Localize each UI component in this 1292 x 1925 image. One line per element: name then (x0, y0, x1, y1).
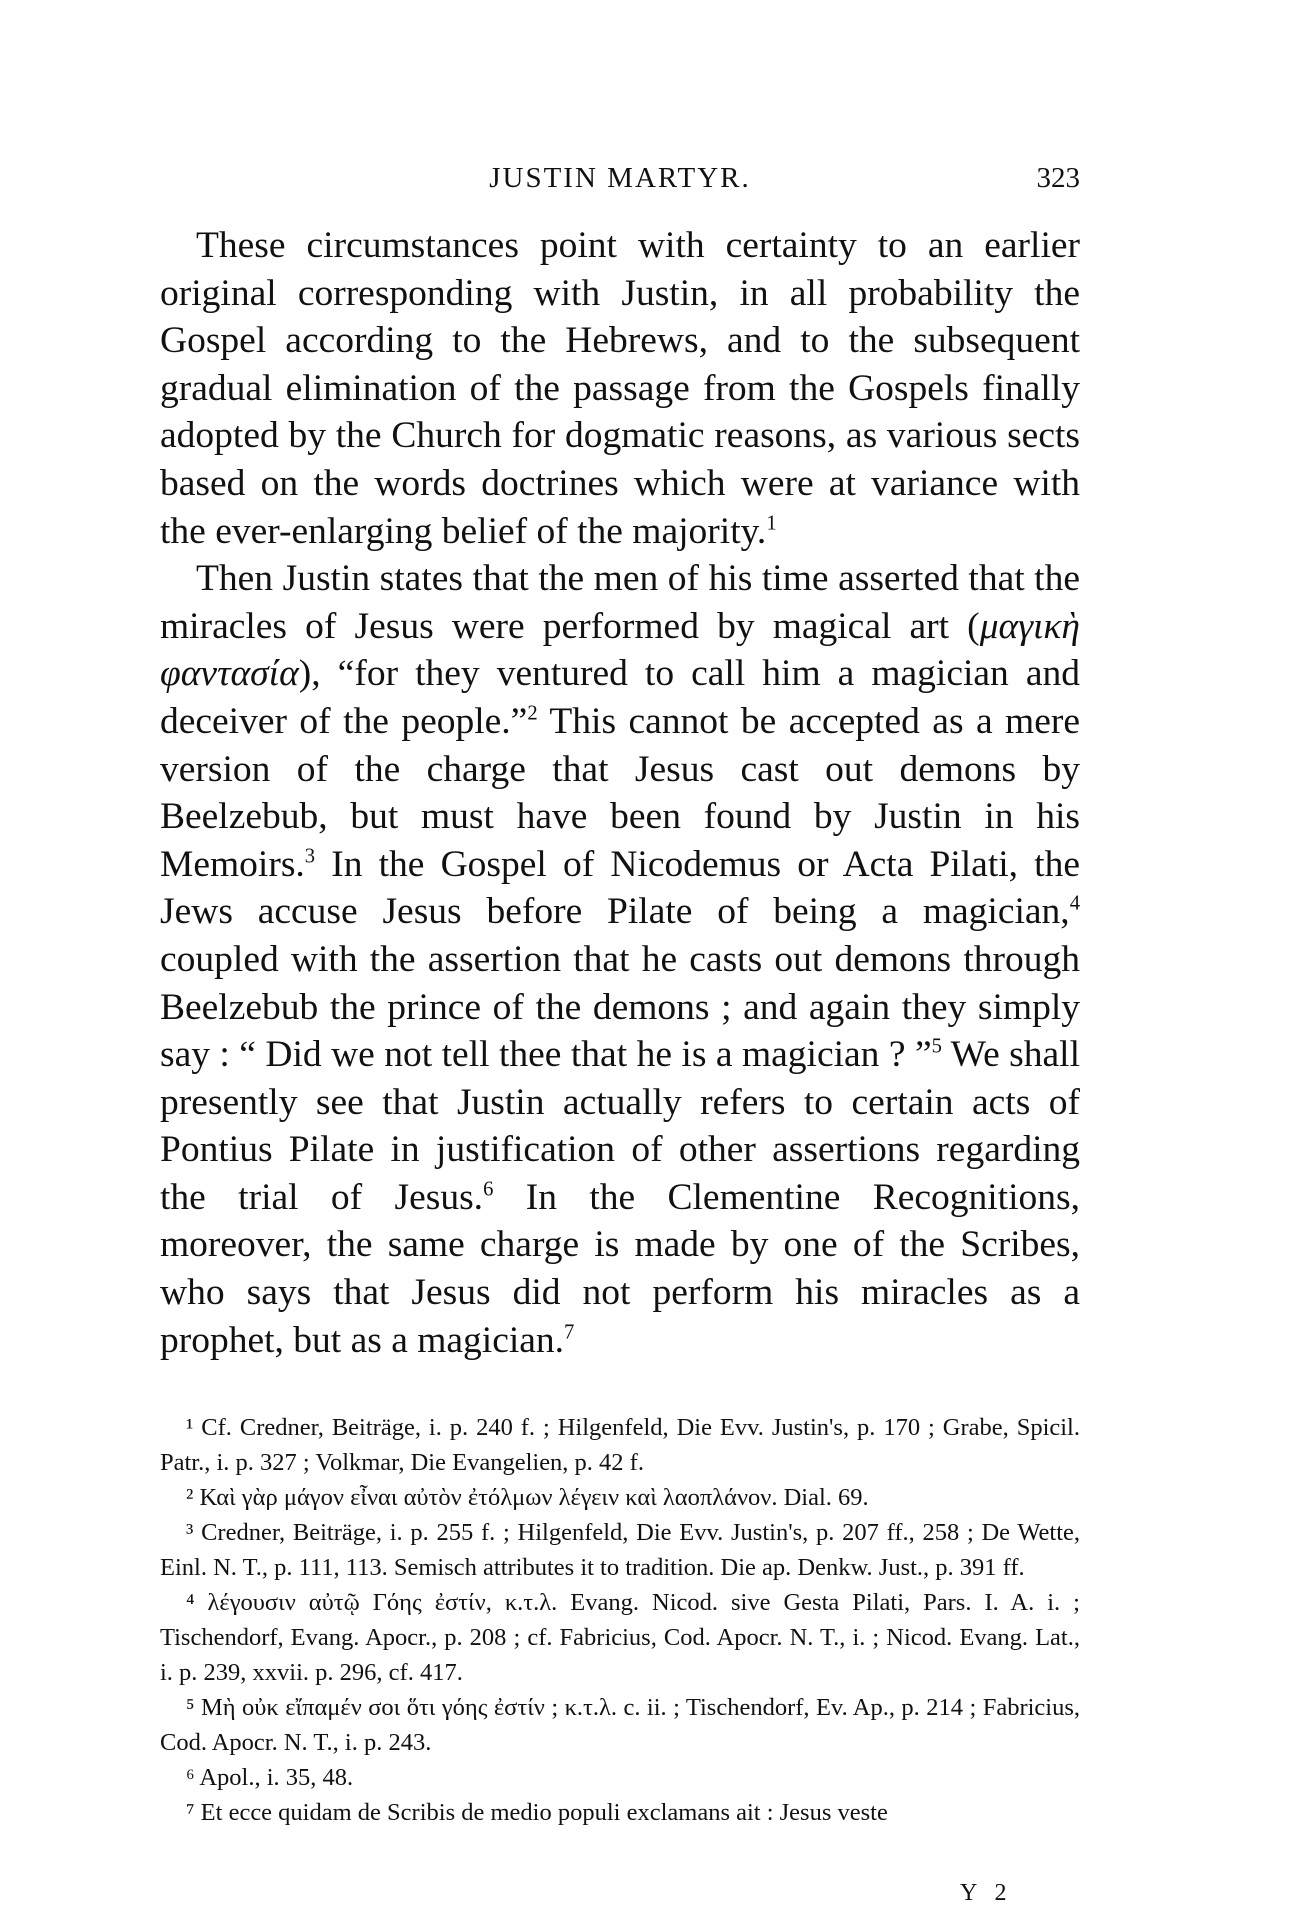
footnote-ref-2: 2 (527, 702, 538, 725)
main-text (160, 222, 1080, 1364)
greek-phrase: μαγικὴ φαντασία (160, 605, 1080, 695)
footnote-ref-5: 5 (931, 1035, 942, 1058)
paragraph-1-text: These circumstances point with certainty to an earlier original corresponding with Justin, in all probability the Gospel according to the Hebrews, and to the subsequent gradual elimination of the passage from the Gospels finally adopted by the Church for dogmatic reasons, as various sects based on the words doctrines which were at variance with the ever-enlarging belief of the majority. (160, 225, 1080, 552)
footnote-ref-6: 6 (483, 1178, 494, 1201)
footnote-ref-7: 7 (564, 1321, 575, 1344)
paragraph-1 (160, 222, 1080, 555)
footnote-1: ¹ Cf. Credner, Beiträge, i. p. 240 f. ; Hilgenfeld, Die Evv. Justin's, p. 170 ; Grabe, Spicil. Patr., i. p. 327 ; Volkmar, Die Evangelien, p. 42 f. (160, 1414, 1080, 1476)
page-header (160, 162, 1080, 202)
signature-mark: Y 2 (960, 1880, 1013, 1906)
running-head: JUSTIN MARTYR. (489, 162, 751, 194)
footnotes (160, 1410, 1080, 1830)
footnote-4: ⁴ λέγουσιν αὐτῷ Γόης ἐστίν, κ.τ.λ. Evang. Nicod. sive Gesta Pilati, Pars. I. A. i. ; Tischendorf, Evang. Apocr., p. 208 ; cf. Fabricius, Cod. Apocr. N. T., i. ; Nicod. Evang. Lat., i. p. 239, xxvii. p. 296, cf. 417. (160, 1589, 1080, 1686)
footnote-6: ⁶ Apol., i. 35, 48. (186, 1764, 354, 1791)
paragraph-2-text-d: In the Gospel of Nicodemus or Acta Pilati, the Jews accuse Jesus before Pilate of being a magician, (160, 843, 1080, 933)
footnote-2: ² Καὶ γὰρ μάγον εἶναι αὐτὸν ἐτόλμων λέγειν καὶ λαοπλάνον. Dial. 69. (186, 1484, 869, 1511)
footnote-ref-3: 3 (304, 845, 316, 868)
paragraph-2-text-g: In the Clementine Recognitions, moreover, the same charge is made by one of the Scribes, who says that Jesus did not perform his miracles as a prophet, but as a magician. (160, 1176, 1080, 1361)
paragraph-2-text-a: Then Justin states that the men of his time asserted that the miracles of Jesus were performed by magical art ( (160, 558, 1080, 647)
footnote-5: ⁵ Μὴ οὐκ εἴπαμέν σοι ὅτι γόης ἐστίν ; κ.τ.λ. c. ii. ; Tischendorf, Ev. Ap., p. 214 ; Fabricius, Cod. Apocr. N. T., i. p. 243. (160, 1694, 1080, 1756)
footnote-7: ⁷ Et ecce quidam de Scribis de medio populi exclamans ait : Jesus veste (186, 1799, 888, 1826)
footnote-ref-4: 4 (1069, 892, 1080, 915)
page-number: 323 (1036, 162, 1080, 194)
paragraph-2-text-b: ), “for they ventured to call him a magician and deceiver of the people.” (160, 653, 1080, 742)
paragraph-2-text-e: coupled with the assertion that he casts out demons through Beelzebub the prince of the demons ; and again they simply say : “ Did we not tell thee that he is a magician ? ” (160, 938, 1080, 1076)
footnote-ref-1: 1 (766, 512, 777, 535)
paragraph-2 (160, 555, 1080, 1364)
footnote-3: ³ Credner, Beiträge, i. p. 255 f. ; Hilgenfeld, Die Evv. Justin's, p. 207 ff., 258 ; De Wette, Einl. N. T., p. 111, 113. Semisch attributes it to tradition. Die ap. Denkw. Just., p. 391 ff. (160, 1519, 1080, 1581)
paragraph-2-text-f: We shall presently see that Justin actually refers to certain acts of Pontius Pilate in justification of other assertions regarding the trial of Jesus. (160, 1034, 1080, 1218)
paragraph-2-text-c: This cannot be accepted as a mere version of the charge that Jesus cast out demons by Beelzebub, but must have been found by Justin in his Memoirs. (160, 700, 1081, 885)
